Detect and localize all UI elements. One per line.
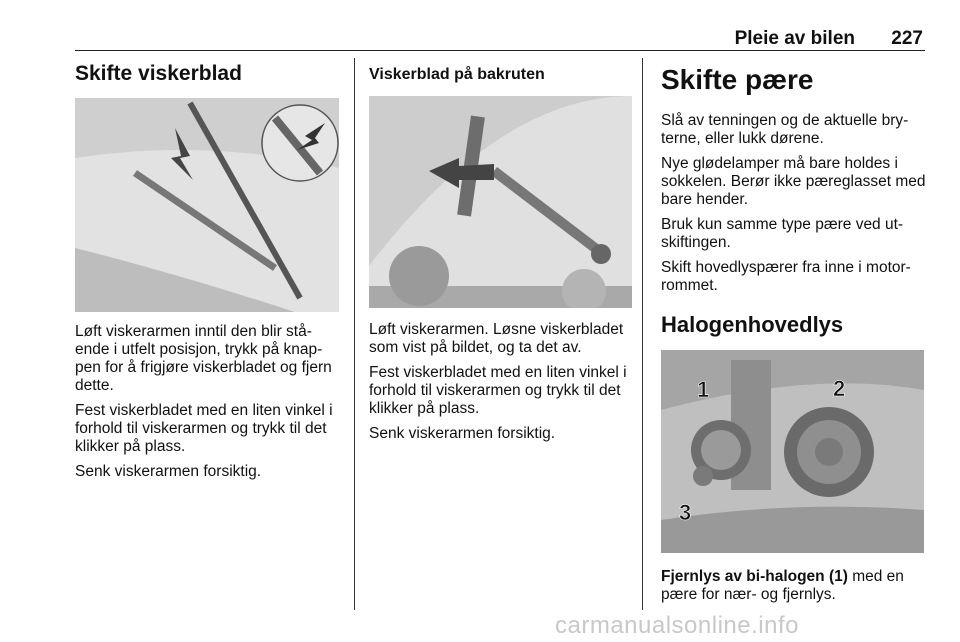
section-title: Pleie av bilen — [734, 28, 855, 49]
heading-skifte-paere: Skifte pære — [661, 64, 814, 95]
figure-caption — [661, 568, 929, 611]
column-1 — [75, 62, 343, 86]
figure-label-3: 3 — [679, 500, 692, 525]
column-divider-1 — [354, 58, 355, 610]
subheading-block — [661, 312, 929, 338]
rear-wiper-illustration — [369, 96, 632, 308]
column-3 — [661, 64, 929, 96]
front-wiper-illustration — [75, 98, 339, 312]
caption-bold: Fjernlys av bi-halogen (1) — [661, 568, 848, 585]
figure-halogen-headlight — [661, 350, 924, 553]
heading-halogenhovedlys: Halogenhovedlys — [661, 312, 844, 337]
paragraph: Senk viskerarmen forsiktig. — [75, 463, 262, 480]
figure-rear-wiper — [369, 96, 632, 308]
watermark: carmanualsonline.info — [555, 612, 799, 639]
column-1-text — [75, 323, 345, 488]
paragraph: Senk viskerarmen forsiktig. — [369, 425, 556, 442]
figure-front-wiper — [75, 98, 339, 312]
page-number: 227 — [891, 28, 923, 49]
heading-skifte-viskerblad: Skifte viskerblad — [75, 62, 242, 85]
caption-rest: med en pære for nær- og fjernlys. — [661, 568, 904, 603]
paragraph: Løft viskerarmen inntil den blir stå-ende i utfelt posisjon, trykk på knap-pen for å frigjøre viskerbladet og fjern dette. — [75, 323, 332, 394]
paragraph: Løft viskerarmen. Løsne viskerbladet som vist på bildet, og ta det av. — [369, 321, 624, 356]
headlight-illustration — [661, 350, 924, 553]
column-2-text — [369, 321, 637, 450]
paragraph: Fest viskerbladet med en liten vinkel i forhold til viskerarmen og trykk til det klikker på plass. — [75, 402, 333, 455]
heading-viskerblad-bakruten: Viskerblad på bakruten — [369, 66, 545, 83]
figure-label-1: 1 — [697, 377, 710, 402]
paragraph: Nye glødelamper må bare holdes i sokkelen. Berør ikke pæreglasset med bare hender. — [661, 155, 926, 208]
figure-label-2: 2 — [833, 376, 846, 401]
paragraph: Skift hovedlyspærer fra inne i motor-rommet. — [661, 259, 911, 294]
paragraph: Bruk kun samme type pære ved ut-skiftingen. — [661, 216, 904, 251]
page-header — [75, 22, 925, 51]
paragraph: Slå av tenningen og de aktuelle bry-terne, eller lukk dørene. — [661, 112, 909, 147]
paragraph: Fest viskerbladet med en liten vinkel i forhold til viskerarmen og trykk til det klikker på plass. — [369, 364, 627, 417]
column-divider-2 — [642, 58, 643, 610]
column-3-text — [661, 112, 929, 302]
column-2 — [369, 66, 634, 84]
